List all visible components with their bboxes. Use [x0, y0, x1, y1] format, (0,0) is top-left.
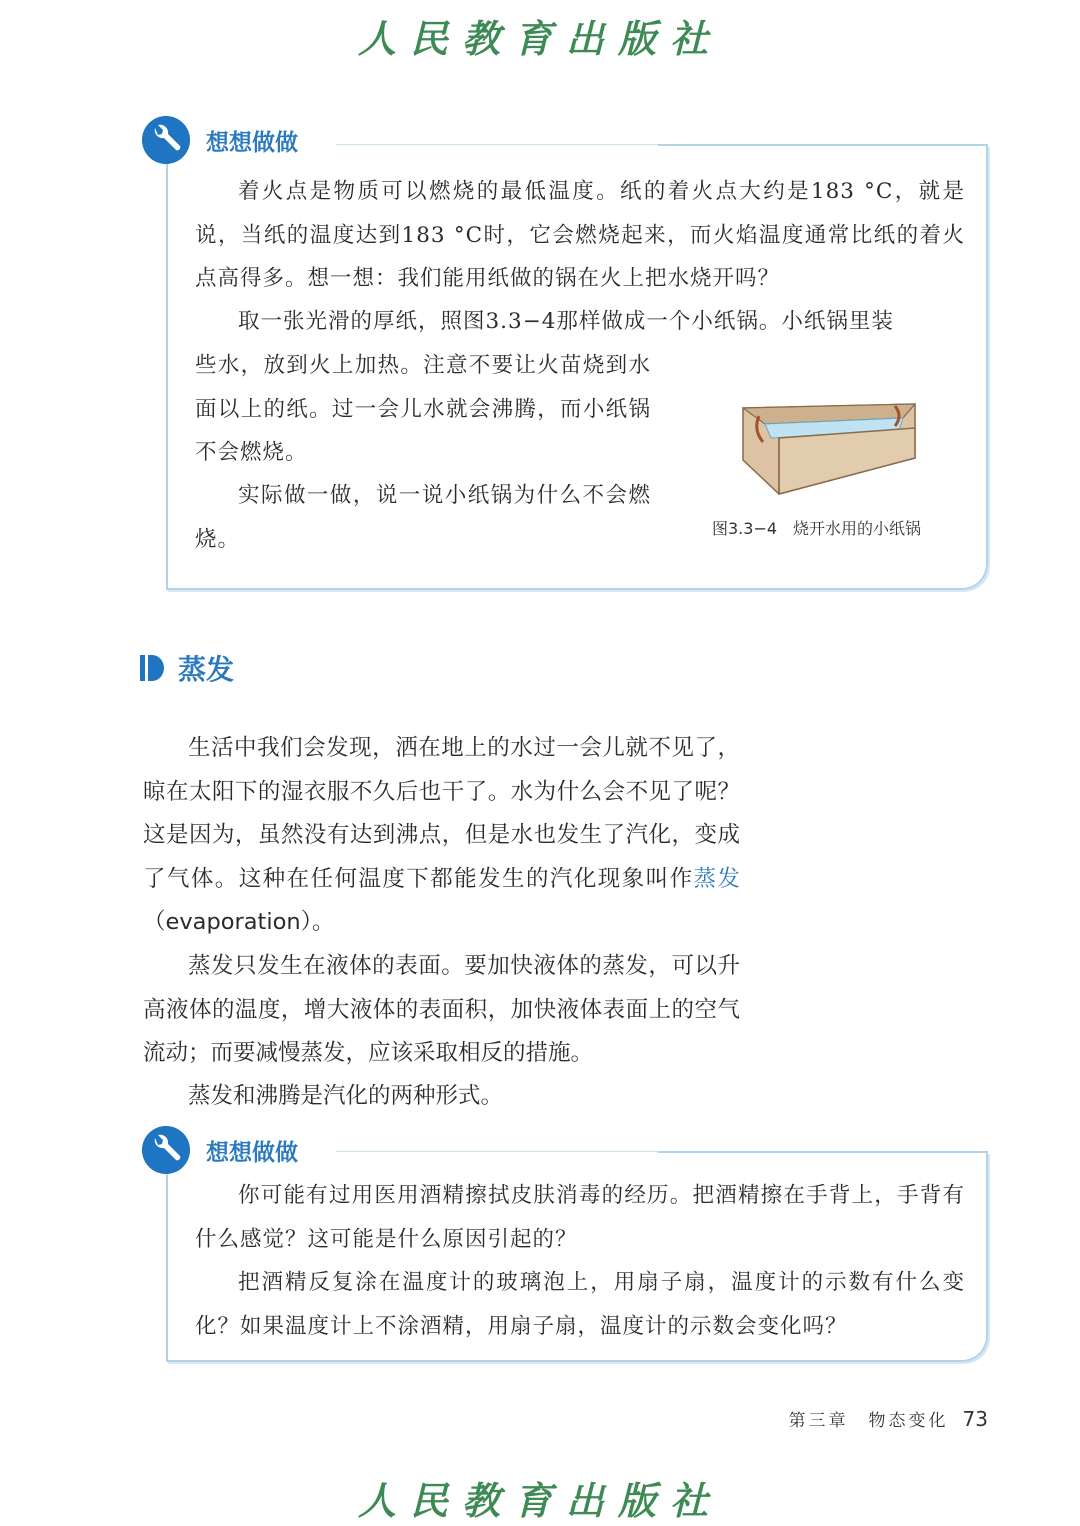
section-title: 蒸发: [178, 653, 235, 686]
box-divider: [658, 144, 988, 146]
activity-header-title: 想想做做: [206, 1140, 298, 1166]
body-text: 生活中我们会发现，洒在地上的水过一会儿就不见了，晾在太阳下的湿衣服不久后也干了。水为什么会不见了呢？这是因为，虽然没有达到沸点，但是水也发生了汽化，变成了气体。这种在任何温度下都能发生的汽化现象叫作: [143, 735, 740, 892]
body-text: （evaporation）。: [143, 909, 335, 935]
body-paragraph-3: 蒸发和沸腾是汽化的两种形式。: [188, 1083, 504, 1109]
wrench-icon: [142, 1126, 190, 1174]
activity-header-title: 想想做做: [206, 130, 298, 156]
wrench-icon: [142, 116, 190, 164]
chapter-label: 第三章 物态变化: [788, 1411, 949, 1431]
box-divider: [658, 1151, 988, 1153]
page-number: 73: [962, 1407, 988, 1431]
box-divider: [336, 1151, 666, 1152]
publisher-watermark-bottom: 人民教育出版社: [357, 1478, 722, 1523]
box1-paragraph-2: 取一张光滑的厚纸，照图3.3−4那样做成一个小纸锅。小纸锅里装: [238, 309, 894, 334]
body-paragraph-1: [143, 727, 740, 945]
page-footer: [789, 1406, 988, 1431]
paper-pot-illustration: [735, 398, 935, 498]
box2-paragraph-1: 你可能有过用医用酒精擦拭皮肤消毒的经历。把酒精擦在手背上，手背有什么感觉？这可能是什么原因引起的？: [195, 1183, 965, 1252]
box1-paragraph-3: 些水，放到火上加热。注意不要让火苗烧到水面以上的纸。过一会儿水就会沸腾，而小纸锅不会燃烧。: [195, 353, 651, 465]
figure-caption: 图3.3−4 烧开水用的小纸锅: [712, 519, 922, 538]
box1-paragraph-1: 着火点是物质可以燃烧的最低温度。纸的着火点大约是183 °C，就是说，当纸的温度达到183 °C时，它会燃烧起来，而火焰温度通常比纸的着火点高得多。想一想：我们能用纸做的锅在火上把水烧开吗？: [195, 179, 965, 291]
box2-paragraph-2: 把酒精反复涂在温度计的玻璃泡上，用扇子扇，温度计的示数有什么变化？如果温度计上不涂酒精，用扇子扇，温度计的示数会变化吗？: [195, 1270, 965, 1339]
box1-paragraph-4: 实际做一做，说一说小纸锅为什么不会燃烧。: [195, 483, 651, 552]
key-term-evaporation: 蒸发: [693, 865, 740, 892]
publisher-watermark-top: 人民教育出版社: [357, 16, 722, 61]
box-divider: [336, 144, 666, 145]
body-paragraph-2: 蒸发只发生在液体的表面。要加快液体的蒸发，可以升高液体的温度，增大液体的表面积，加快液体表面上的空气流动；而要减慢蒸发，应该采取相反的措施。: [143, 953, 740, 1066]
section-marker-icon: [140, 655, 164, 681]
